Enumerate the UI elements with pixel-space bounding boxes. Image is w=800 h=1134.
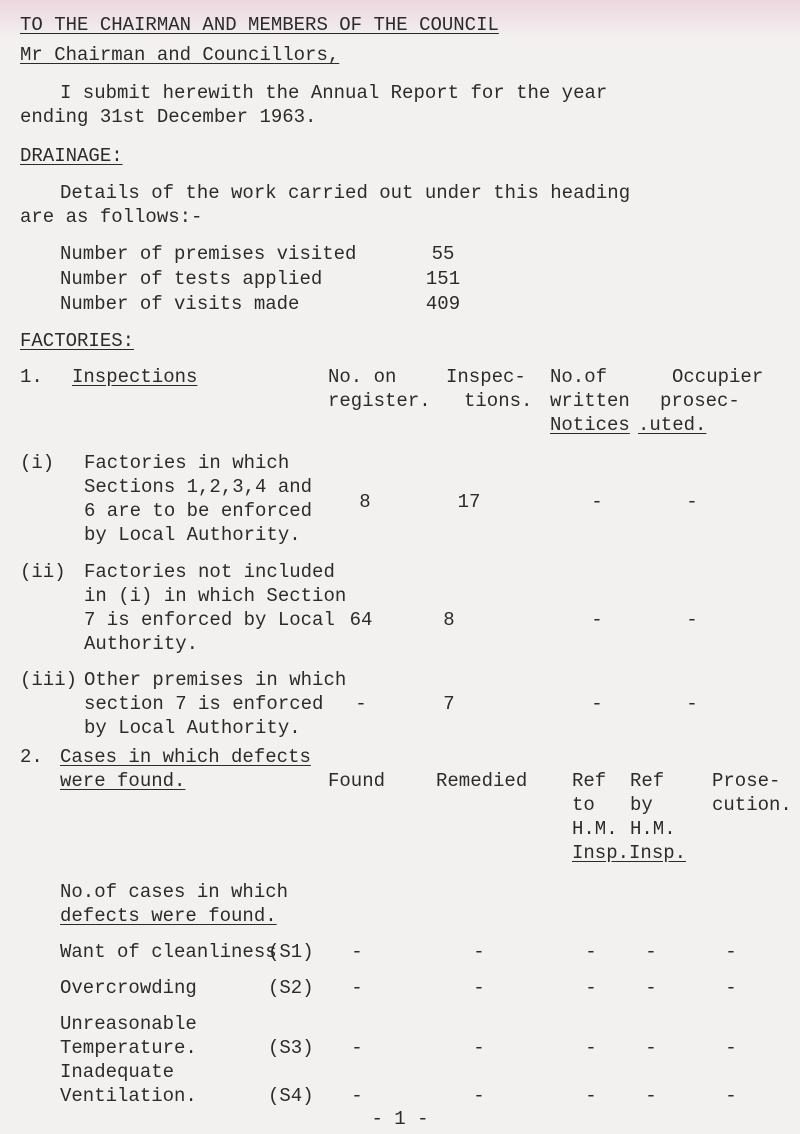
inspection-row-text: Other premises in which bbox=[84, 669, 347, 691]
defect-label: Inadequate bbox=[60, 1061, 175, 1083]
inspection-prosecuted-value: - bbox=[686, 609, 698, 631]
report-title: TO THE CHAIRMAN AND MEMBERS OF THE COUNCIL bbox=[20, 14, 499, 36]
col-inspections-header: Inspec- bbox=[446, 366, 526, 388]
defect-prosecution: - bbox=[725, 1037, 737, 1059]
defect-ref-to: - bbox=[585, 941, 597, 963]
inspection-count-value: 8 bbox=[443, 609, 455, 631]
inspection-row-text: section 7 is enforced bbox=[84, 693, 324, 715]
col-notices-header: Notices bbox=[550, 414, 630, 436]
col-ref-to-header: Ref bbox=[572, 770, 607, 792]
defect-label: Temperature. bbox=[60, 1037, 197, 1059]
inspection-row-text: 7 is enforced by Local bbox=[84, 609, 335, 631]
inspection-row-num: (i) bbox=[20, 452, 55, 474]
defect-ref-to: - bbox=[585, 977, 597, 999]
inspection-row-text: by Local Authority. bbox=[84, 717, 301, 739]
defect-remedied: - bbox=[473, 941, 485, 963]
drainage-desc-1: Details of the work carried out under this heading bbox=[60, 182, 631, 204]
inspection-row-text: 6 are to be enforced bbox=[84, 500, 313, 522]
inspection-row-text: in (i) in which Section bbox=[84, 585, 347, 607]
inspection-register-value: 8 bbox=[359, 491, 371, 513]
inspection-notices-value: - bbox=[591, 609, 603, 631]
defect-prosecution: - bbox=[725, 941, 737, 963]
defect-ref-by: - bbox=[645, 1085, 657, 1107]
intro-line-1: I submit herewith the Annual Report for the year bbox=[60, 82, 608, 104]
salutation: Mr Chairman and Councillors, bbox=[20, 44, 340, 66]
col-prosecution-header: cution. bbox=[712, 794, 792, 816]
inspection-row-num: (ii) bbox=[20, 561, 66, 583]
factories-title: FACTORIES: bbox=[20, 330, 135, 352]
drainage-row-value: 55 bbox=[431, 243, 455, 265]
inspection-row-text: Sections 1,2,3,4 and bbox=[84, 476, 313, 498]
col-insp-header: Insp.Insp. bbox=[572, 842, 687, 864]
col-ref-by-header: Ref bbox=[630, 770, 665, 792]
col-hm-to-header: H.M. bbox=[572, 818, 618, 840]
col-prosecution-header: Prose- bbox=[712, 770, 781, 792]
inspection-register-value: - bbox=[355, 693, 367, 715]
inspection-count-value: 7 bbox=[443, 693, 455, 715]
col-remedied-header: Remedied bbox=[436, 770, 528, 792]
intro-line-2: ending 31st December 1963. bbox=[20, 106, 317, 128]
defect-found: - bbox=[351, 941, 363, 963]
inspection-prosecuted-value: - bbox=[686, 693, 698, 715]
col-occupier-header: prosec- bbox=[660, 390, 740, 412]
inspection-register-value: 64 bbox=[349, 609, 373, 631]
col-register-header: register. bbox=[328, 390, 431, 412]
cases-title: Cases in which defects bbox=[60, 746, 311, 768]
defect-ref-by: - bbox=[645, 977, 657, 999]
defect-remedied: - bbox=[473, 977, 485, 999]
inspection-row-text: by Local Authority. bbox=[84, 524, 301, 546]
inspection-row-text: Factories in which bbox=[84, 452, 290, 474]
defect-found: - bbox=[351, 977, 363, 999]
inspections-title: Inspections bbox=[72, 366, 198, 388]
drainage-row-value: 409 bbox=[425, 293, 461, 315]
cases-subheading: defects were found. bbox=[60, 905, 277, 927]
drainage-desc-2: are as follows:- bbox=[20, 206, 203, 228]
defect-found: - bbox=[351, 1037, 363, 1059]
defect-prosecution: - bbox=[725, 977, 737, 999]
defect-label: Unreasonable bbox=[60, 1013, 197, 1035]
defect-ref-by: - bbox=[645, 1037, 657, 1059]
inspection-prosecuted-value: - bbox=[686, 491, 698, 513]
drainage-row-label: Number of premises visited bbox=[60, 243, 357, 265]
col-inspections-header: tions. bbox=[464, 390, 533, 412]
defect-prosecution: - bbox=[725, 1085, 737, 1107]
page-number: - 1 - bbox=[371, 1108, 429, 1130]
defect-ref-by: - bbox=[645, 941, 657, 963]
col-notices-header: written bbox=[550, 390, 630, 412]
col-ref-by-header: by bbox=[630, 794, 653, 816]
inspection-row-num: (iii) bbox=[20, 669, 78, 691]
inspection-row-text: Authority. bbox=[84, 633, 199, 655]
cases-number: 2. bbox=[20, 746, 43, 768]
col-hm-by-header: H.M. bbox=[630, 818, 676, 840]
defect-code: (S4) bbox=[268, 1085, 314, 1107]
col-occupier-header: .uted. bbox=[638, 414, 707, 436]
defect-ref-to: - bbox=[585, 1037, 597, 1059]
drainage-title: DRAINAGE: bbox=[20, 145, 123, 167]
inspections-number: 1. bbox=[20, 366, 43, 388]
drainage-row-label: Number of tests applied bbox=[60, 268, 323, 290]
defect-ref-to: - bbox=[585, 1085, 597, 1107]
defect-code: (S2) bbox=[268, 977, 314, 999]
col-found-header: Found bbox=[328, 770, 386, 792]
col-notices-header: No.of bbox=[550, 366, 608, 388]
defect-label: Ventilation. bbox=[60, 1085, 197, 1107]
col-register-header: No. on bbox=[328, 366, 397, 388]
col-occupier-header: Occupier bbox=[672, 366, 764, 388]
cases-subheading: No.of cases in which bbox=[60, 881, 289, 903]
defect-found: - bbox=[351, 1085, 363, 1107]
cases-title: were found. bbox=[60, 770, 186, 792]
inspection-notices-value: - bbox=[591, 491, 603, 513]
defect-code: (S3) bbox=[268, 1037, 314, 1059]
defect-label: Want of cleanliness bbox=[60, 941, 277, 963]
drainage-row-value: 151 bbox=[425, 268, 461, 290]
defect-label: Overcrowding bbox=[60, 977, 197, 999]
defect-code: (S1) bbox=[268, 941, 314, 963]
inspection-notices-value: - bbox=[591, 693, 603, 715]
drainage-row-label: Number of visits made bbox=[60, 293, 300, 315]
inspection-row-text: Factories not included bbox=[84, 561, 335, 583]
defect-remedied: - bbox=[473, 1085, 485, 1107]
col-ref-to-header: to bbox=[572, 794, 595, 816]
inspection-count-value: 17 bbox=[457, 491, 481, 513]
defect-remedied: - bbox=[473, 1037, 485, 1059]
